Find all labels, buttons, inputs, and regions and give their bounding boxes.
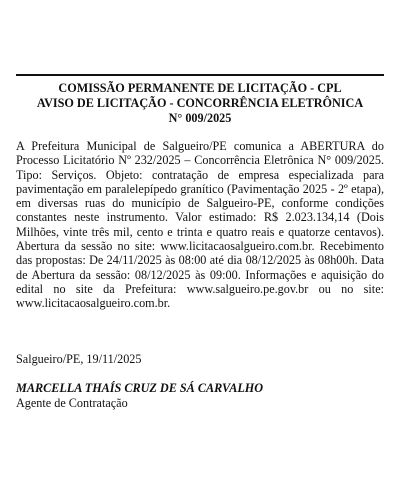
signature-block (16, 381, 263, 411)
top-divider-rule (16, 74, 384, 76)
heading-notice-type: AVISO DE LICITAÇÃO - CONCORRÊNCIA ELETRÔNICA (36, 96, 364, 110)
place-and-date: Salgueiro/PE, 19/11/2025 (16, 352, 142, 366)
notice-body: A Prefeitura Municipal de Salgueiro/PE comunica a ABERTURA do Processo Licitatório Nº 232/2025 – Concorrência Eletrônica N° 009/2025. Tipo: Serviços. Objeto: contratação de empresa especializada para pavimentação em paralelepípedo granítico (Pavimentação 2025 - 2º etapa), em diversas ruas do município de Salgueiro-PE, conforme condições constantes neste instrumento. Valor estimado: R$ 2.023.134,14 (Dois Milhões, vinte três mil, cento e trinta e quatro reais e quatorze centavos). Abertura da sessão no site: www.licitacaosalgueiro.com.br. Recebimento das propostas: De 24/11/2025 às 08:00 até dia 08/12/2025 às 08h00h. Data de Abertura da sessão: 08/12/2025 às 09:00. Informações e aquisição do edital no site da Prefeitura: www.salgueiro.pe.gov.br ou no site: www.licitacaosalgueiro.com.br. (16, 139, 384, 311)
notice-heading (16, 81, 384, 126)
heading-commission: COMISSÃO PERMANENTE DE LICITAÇÃO - CPL (58, 81, 342, 95)
heading-notice-number: N° 009/2025 (168, 111, 232, 125)
signer-name: MARCELLA THAÍS CRUZ DE SÁ CARVALHO (16, 381, 264, 395)
signer-role: Agente de Contratação (16, 396, 128, 410)
